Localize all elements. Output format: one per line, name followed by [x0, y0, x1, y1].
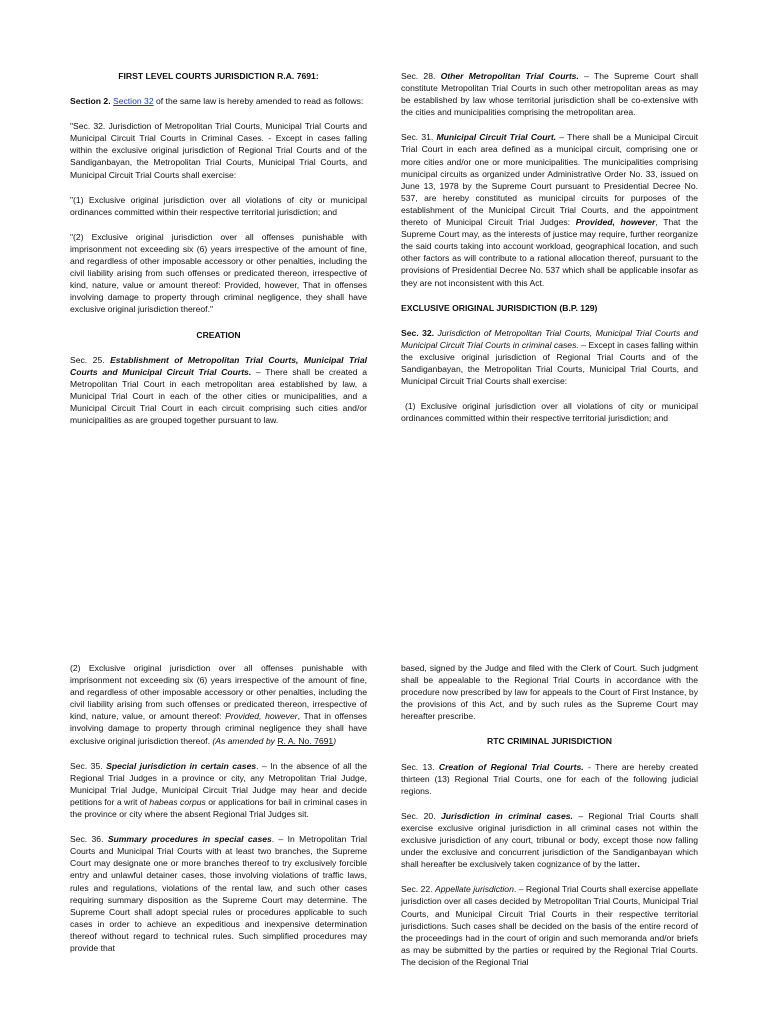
sec-25-text: – There shall be created a Metropolitan Trial Court in each metropolitan area established by law, a Municipal Trial Court in each of the other cities or municipalities, and a Municipal Circuit Trial Court in each circuit comprising such cities and/or municipalities as are grouped together pursuant to law.: [70, 366, 367, 426]
section-32-link[interactable]: Section 32: [112, 96, 154, 107]
sec-25-title: Establishment of Metropolitan Trial Courts, Municipal Trial Courts and Municipal Circuit Trial Courts.: [70, 354, 367, 377]
sec-13-title: Creation of Regional Trial Courts.: [438, 761, 584, 772]
item-2-bp129-paragraph: [70, 662, 367, 747]
top-right-column: [401, 70, 698, 437]
sec-32-paragraph: [401, 327, 698, 387]
item-1-paragraph: "(1) Exclusive original jurisdiction over all violations of city or municipal ordinances committed within their respective territorial jurisdiction; and: [70, 194, 367, 217]
sec-35-number: Sec. 35.: [70, 760, 107, 771]
sec-28-text: – The Supreme Court shall constitute Metropolitan Trial Courts in such other metropolitan areas as may be established by law whose territorial jurisdiction shall be co-extensive with the cities and municipalities comprising the metropolitan area.: [401, 71, 698, 118]
exclusive-jurisdiction-heading: EXCLUSIVE ORIGINAL JURISDICTION (B.P. 129): [401, 302, 598, 313]
sec-35-text: . – In the absence of all the Regional Trial Judges in a province or city, any Metropolitan Trial Judge, Municipal Trial Judge, Municipal Circuit Trial Judge may hear and decide petitions for a writ of: [70, 760, 367, 807]
sec-36-number: Sec. 36.: [70, 834, 108, 845]
creation-heading: CREATION: [196, 329, 241, 340]
sec-31-proviso: Provided, however: [575, 217, 656, 228]
sec-31-paragraph: [401, 131, 698, 288]
sec-22-paragraph: [401, 883, 698, 968]
item-2-proviso: Provided, however: [225, 711, 298, 722]
ra-7691-link[interactable]: R. A. No. 7691: [277, 735, 334, 746]
sec-28-title: Other Metropolitan Trial Courts.: [440, 71, 579, 81]
rtc-criminal-jurisdiction-heading: RTC CRIMINAL JURISDICTION: [487, 736, 612, 747]
sec-20-end: .: [637, 859, 640, 870]
sec-20-number: Sec. 20.: [401, 810, 442, 821]
amended-note: (As amended by: [212, 735, 278, 746]
sec-22-title: Appellate jurisdiction: [435, 884, 514, 895]
top-left-column: [70, 70, 367, 439]
sec-22-text: . – Regional Trial Courts shall exercise appellate jurisdiction over all cases decided by Metropolitan Trial Courts, Municipal Trial Courts, and Municipal Circuit Trial Courts in their respective territorial jurisdictions. Such cases shall be decided on the basis of the entire record of the proceedings had in the court of origin and such memoranda and/or briefs as may be submitted by the parties or required by the Regional Trial Courts. The decision of the Regional Trial: [401, 884, 699, 967]
sec-28-number: Sec. 28.: [401, 71, 441, 81]
sec-20-text: – Regional Trial Courts shall exercise exclusive original jurisdiction in all criminal cases not within the exclusive jurisdiction of any court, tribunal or body, except those now falling under the exclusive and concurrent jurisdiction of the Sandiganbayan which shall hereafter be exclusively taken cognizance of by the latter: [401, 810, 698, 870]
sec-32-text: – Except in cases falling within the exclusive original jurisdiction of Regional Trial Courts and of the Sandiganbayan, the Metropolitan Trial Courts, Municipal Trial Courts, and Municipal Circuit Trial Courts shall exercise:: [401, 339, 698, 387]
sec-36-paragraph: [70, 833, 367, 954]
bottom-right-column: [401, 662, 698, 981]
sec-28-paragraph: [401, 70, 698, 118]
sec-35-paragraph: [70, 760, 367, 820]
sec-25-paragraph: [70, 354, 367, 427]
sec-35-title: Special jurisdiction in certain cases: [106, 760, 257, 771]
sec-31-title: Municipal Circuit Trial Court.: [436, 132, 557, 143]
sec-20-title: Jurisdiction in criminal cases.: [441, 810, 573, 821]
item-2-paragraph: "(2) Exclusive original jurisdiction over all offenses punishable with imprisonment not exceeding six (6) years irrespective of the amount of fine, and regardless of other imposable accessory or other penalties, including the civil liability arising from such offenses or predicated thereon, irrespective of kind, nature, value or amount thereof: Provided, however, That in offenses involving damage to property through criminal negligence, they shall have exclusive original jurisdiction thereof.": [70, 231, 367, 315]
habeas-corpus-text: habeas corpus: [149, 796, 206, 807]
sec-31-text-2: , That the Supreme Court may, as the interests of justice may require, further reorganize the said courts taking into account workload, geographical location, and such other factors as will contribute to a rational allocation thereof, pursuant to the provisions of Presidential Decree No. 537 which shall be applicable insofar as they are not inconsistent with this Act.: [401, 217, 698, 288]
sec-31-number: Sec. 31.: [401, 132, 437, 143]
section-2-label: Section 2.: [70, 96, 111, 107]
sec-13-paragraph: [401, 761, 698, 797]
sec-13-text: - There are hereby created thirteen (13) Regional Trial Courts, one for each of the following judicial regions.: [401, 761, 698, 796]
sec-25-number: Sec. 25.: [70, 354, 111, 365]
sec-22-number: Sec. 22.: [401, 884, 435, 895]
continued-paragraph: based, signed by the Judge and filed with the Clerk of Court. Such judgment shall be appealable to the Regional Trial Courts in accordance with the procedure now prescribed by law for appeals to the Court of First Instance, by the provisions of this Act, and by such rules as the Supreme Court may hereafter prescribe.: [401, 663, 698, 722]
sec-35-text-2: or applications for bail in criminal cases in the province or city where the absent Regional Trial Judges sit.: [70, 796, 367, 820]
section-2-text: of the same law is hereby amended to read as follows:: [153, 96, 364, 107]
item-2-text: (2) Exclusive original jurisdiction over all offenses punishable with imprisonment not exceeding six (6) years irrespective of the amount of fine, and regardless of other imposable accessory or other penalties, including the civil liability arising from such offenses or predicated thereon, irrespective of kind, nature, value, or amount thereof:: [70, 663, 367, 722]
sec-36-title: Summary procedures in special cases: [107, 834, 272, 845]
sec-13-number: Sec. 13.: [401, 761, 439, 772]
bottom-left-column: [70, 662, 367, 967]
sec-32-quote-paragraph: "Sec. 32. Jurisdiction of Metropolitan Trial Courts, Municipal Trial Courts and Municipal Circuit Trial Courts in Criminal Cases. - Except in cases falling within the exclusive original jurisdiction of Regional Trial Courts and of the Sandiganbayan, the Metropolitan Trial Courts, Municipal Trial Courts, and Municipal Circuit Trial Courts shall exercise:: [70, 121, 367, 180]
amended-close: ): [333, 735, 337, 746]
sec-32-number: Sec. 32.: [401, 327, 435, 338]
sec-31-text: – There shall be a Municipal Circuit Trial Court in each area defined as a municipal circuit, comprising one or more cities and/or one or more municipalities. The municipalities comprising municipal circuits as organized under Administrative Order No. 33, issued on June 13, 1978 by the Supreme Court pursuant to Presidential Decree No. 537, are hereby constituted as municipal circuits for purposes of the establishment of the Municipal Circuit Trial Courts, and the appointment thereto of Municipal Circuit Trial Judges:: [401, 132, 699, 228]
item-2-text-2: , That in offenses involving damage to property through criminal negligence they shall have exclusive original jurisdiction thereof.: [70, 711, 367, 746]
first-level-courts-heading: FIRST LEVEL COURTS JURISDICTION R.A. 7691:: [118, 71, 319, 81]
sec-32-title: Jurisdiction of Metropolitan Trial Courts, Municipal Trial Courts and Municipal Circuit Trial Courts in criminal cases.: [401, 327, 698, 350]
sec-36-text: . – In Metropolitan Trial Courts and Municipal Trial Courts with at least two branches, the Supreme Court may designate one or more branches thereof to try exclusively forcible entry and unlawful detainer cases, those involving violations of traffic laws, rules and regulations, violations of the rental law, and such other cases requiring summary disposition as the Supreme Court may determine. The Supreme Court shall adopt special rules or procedures applicable to such cases in order to achieve an expeditious and inexpensive determination thereof without regard to technical rules. Such simplified procedures may provide that: [70, 834, 367, 953]
sec-20-paragraph: [401, 810, 698, 870]
item-1-bp129-paragraph: (1) Exclusive original jurisdiction over all violations of city or municipal ordinances committed within their respective territorial jurisdiction; and: [401, 401, 698, 424]
section-2-paragraph: [70, 95, 367, 107]
